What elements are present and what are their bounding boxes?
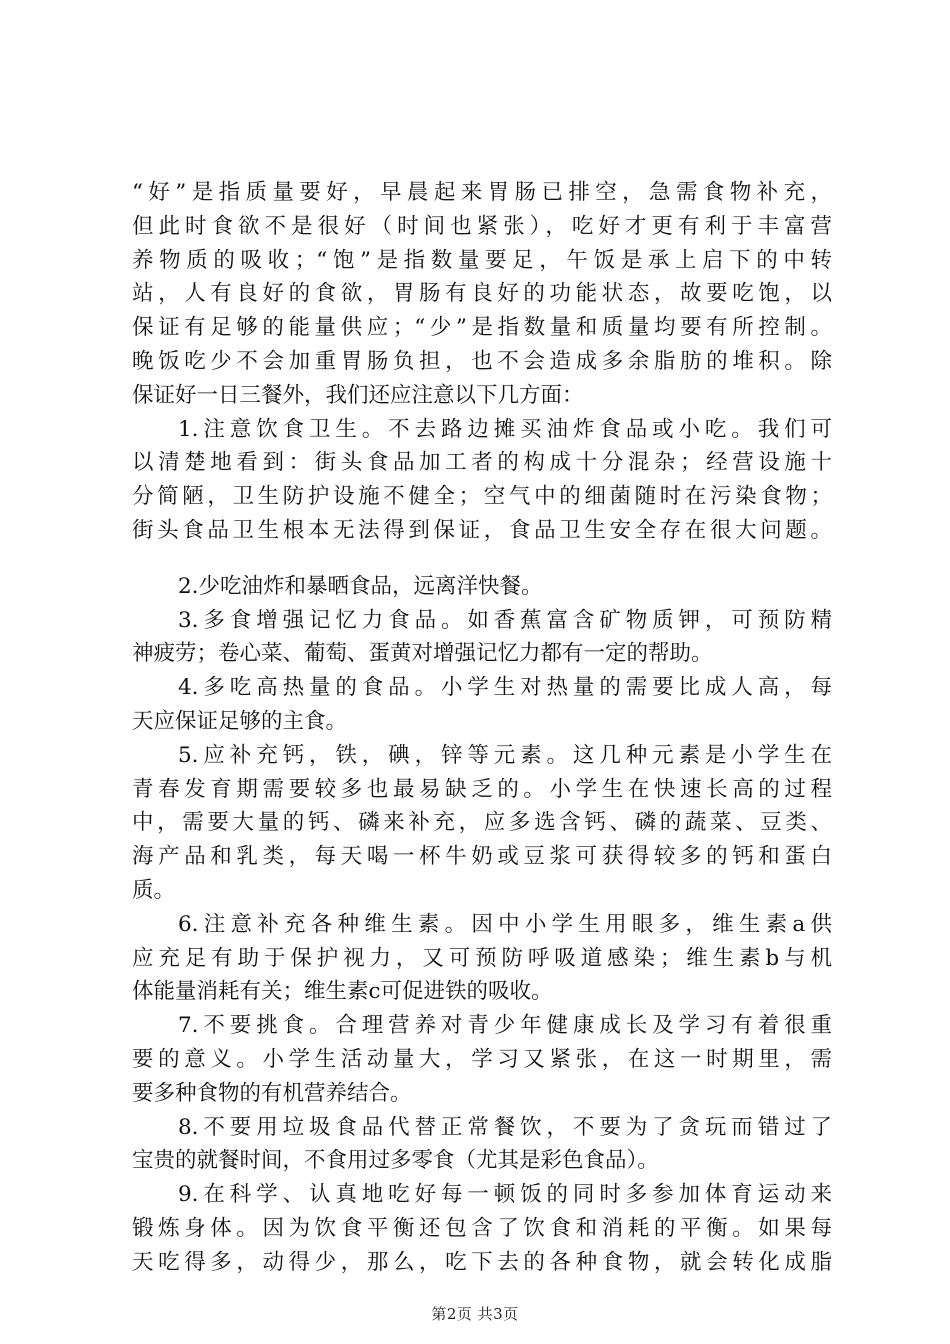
text-line: 青春发育期需要较多也最易缺乏的。小学生在快速长高的过程 [132,776,832,802]
document-body [132,176,832,1280]
text-line: 养物质的吸收；“饱”是指数量要足，午饭是承上启下的中转 [132,247,832,273]
text-line: 体能量消耗有关；维生素c可促进铁的吸收。 [132,979,553,1005]
text-line: 中，需要大量的钙、磷来补充，应多选含钙、磷的蔬菜、豆类、 [132,810,832,836]
text-line: 3.多食增强记忆力食品。如香蕉富含矿物质钾，可预防精 [178,607,832,633]
text-line: 以清楚地看到：街头食品加工者的构成十分混杂；经营设施十 [132,450,832,476]
text-line: 应充足有助于保护视力，又可预防呼吸道感染；维生素b与机 [132,945,832,971]
text-line: 海产品和乳类，每天喝一杯牛奶或豆浆可获得较多的钙和蛋白 [132,844,832,870]
text-line: 锻炼身体。因为饮食平衡还包含了饮食和消耗的平衡。如果每 [132,1215,832,1241]
text-line: 2.少吃油炸和暴晒食品，远离洋快餐。 [178,573,543,599]
text-line: 7.不要挑食。合理营养对青少年健康成长及学习有着很重 [178,1013,832,1039]
text-line: 8.不要用垃圾食品代替正常餐饮，不要为了贪玩而错过了 [178,1114,832,1140]
page-footer: 第2页 共3页 [431,1305,519,1323]
text-line: 街头食品卫生根本无法得到保证，食品卫生安全存在很大问题。 [132,517,832,543]
text-line: 保证有足够的能量供应；“少”是指数量和质量均要有所控制。 [132,315,832,341]
text-line: 天吃得多，动得少，那么，吃下去的各种食物，就会转化成脂 [132,1249,832,1275]
text-line: 神疲劳；卷心菜、葡萄、蛋黄对增强记忆力都有一定的帮助。 [132,641,713,667]
text-line: 分简陋，卫生防护设施不健全；空气中的细菌随时在污染食物； [132,484,832,510]
text-line: 保证好一日三餐外，我们还应注意以下几方面： [132,382,584,408]
text-line: 宝贵的就餐时间，不食用过多零食（尤其是彩色食品）。 [132,1148,659,1174]
text-line: 质。 [132,877,176,903]
text-line: 6.注意补充各种维生素。因中小学生用眼多，维生素a供 [178,911,832,937]
text-line: 5.应补充钙，铁，碘，锌等元素。这几种元素是小学生在 [178,742,832,768]
text-line: 但此时食欲不是很好（时间也紧张），吃好才更有利于丰富营 [132,213,832,239]
paragraph-gap [132,548,832,570]
text-line: 要的意义。小学生活动量大，学习又紧张，在这一时期里，需 [132,1046,832,1072]
text-line: 站，人有良好的食欲，胃肠有良好的功能状态，故要吃饱，以 [132,281,832,307]
text-line: “好”是指质量要好，早晨起来胃肠已排空，急需食物补充， [132,180,832,205]
text-line: 9.在科学、认真地吃好每一顿饭的同时多参加体育运动来 [178,1182,832,1208]
text-line: 要多种食物的有机营养结合。 [132,1080,412,1106]
text-line: 4.多吃高热量的食品。小学生对热量的需要比成人高，每 [178,675,832,701]
text-line: 1.注意饮食卫生。不去路边摊买油炸食品或小吃。我们可 [178,416,832,442]
text-line: 天应保证足够的主食。 [132,708,348,734]
text-line: 晚饭吃少不会加重胃肠负担，也不会造成多余脂肪的堆积。除 [132,348,832,374]
